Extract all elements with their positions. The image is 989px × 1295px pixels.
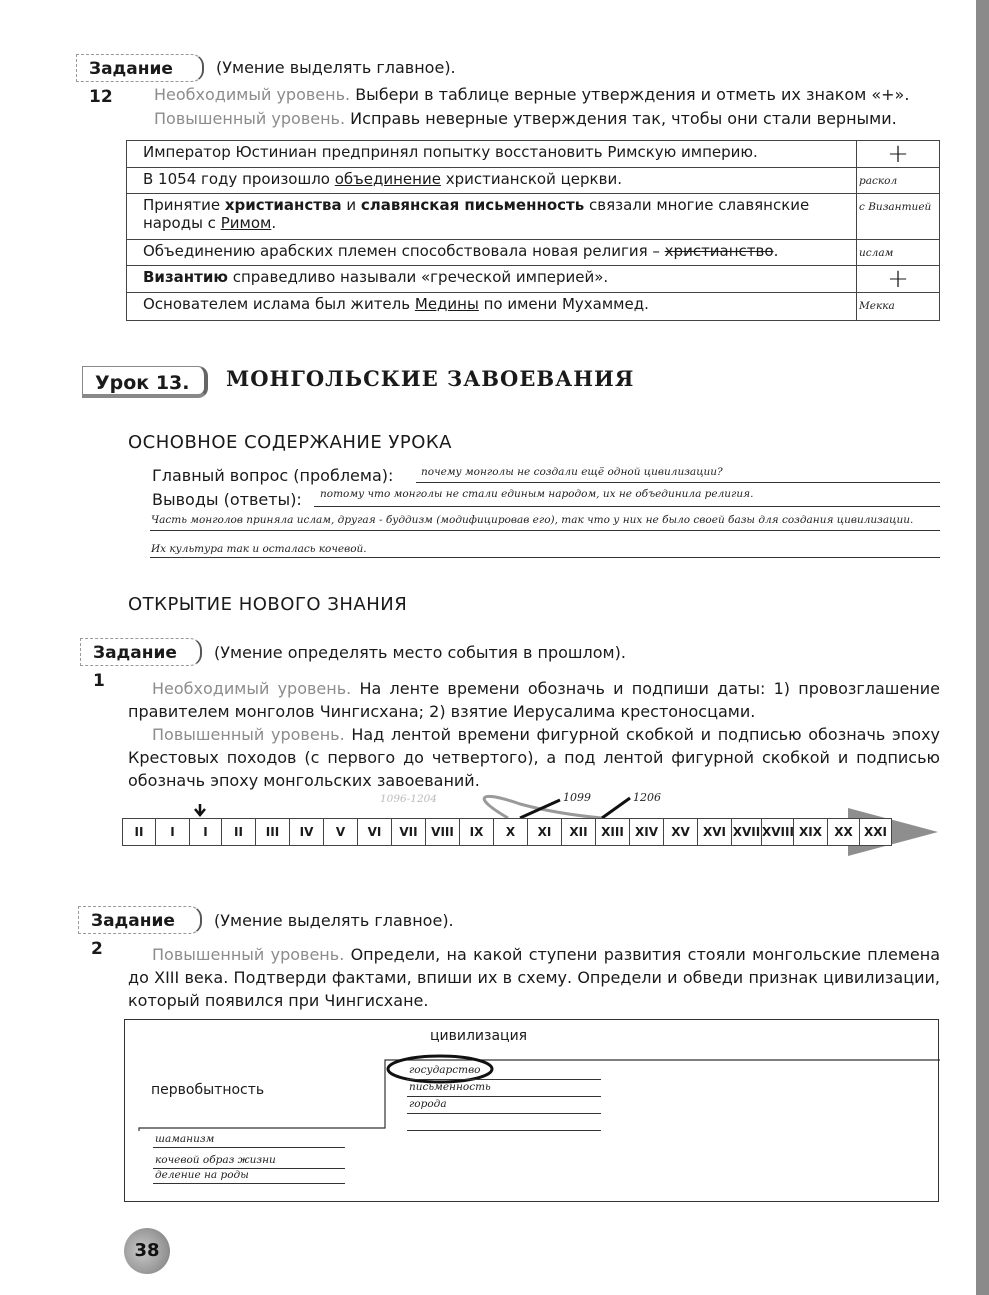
statement-fragment: христианской церкви.: [440, 170, 622, 188]
correction-text: Мекка: [859, 300, 895, 312]
task12-level1-text: Выбери в таблице верные утверждения и отметь их знаком «+».: [355, 85, 910, 104]
statement-text: [127, 168, 857, 194]
answer-cell[interactable]: [857, 194, 940, 240]
primitive-feature-line[interactable]: деление на роды: [153, 1169, 345, 1184]
civilization-feature-line[interactable]: [407, 1115, 601, 1131]
primitive-feature-line[interactable]: шаманизм: [153, 1133, 345, 1148]
statement-fragment: объединение: [334, 170, 441, 188]
plus-mark-icon: +: [887, 139, 909, 169]
main-question-answer[interactable]: почему монголы не создали ещё одной цивилизации?: [421, 466, 723, 478]
statements-table: [126, 140, 940, 321]
primitive-feature-line[interactable]: кочевой образ жизни: [153, 1154, 345, 1169]
answer-cell[interactable]: [857, 240, 940, 266]
statement-fragment: Принятие: [143, 196, 225, 214]
task12-level2-text: Исправь неверные утверждения так, чтобы они стали верными.: [350, 109, 897, 128]
civilization-label: цивилизация: [430, 1028, 528, 1044]
task12-skill: (Умение выделять главное).: [216, 58, 456, 77]
century-cell[interactable]: XIII: [596, 818, 630, 846]
task12-tag: Задание 12: [76, 54, 204, 82]
answer-cell[interactable]: [857, 293, 940, 321]
civilization-feature-line[interactable]: города: [407, 1098, 601, 1114]
century-cell[interactable]: V: [324, 818, 358, 846]
century-cell[interactable]: XVII: [732, 818, 762, 846]
statement-text: [127, 240, 857, 266]
statement-fragment: христианства: [224, 196, 342, 214]
century-cell[interactable]: IV: [290, 818, 324, 846]
statement-row: [127, 266, 940, 293]
century-cell[interactable]: III: [256, 818, 290, 846]
correction-text: ислам: [859, 247, 894, 259]
plus-mark-icon: +: [887, 264, 909, 294]
statement-fragment: Император Юстиниан предпринял попытку восстановить Римскую империю.: [143, 143, 758, 161]
task12-level2: [154, 107, 897, 130]
task2-tag: Задание 2: [78, 906, 202, 934]
task1-level2-text: Над лентой времени фигурной скобкой и подписью обозначь эпоху Крестовых походов (с первого до четвертого), а под лентой фигурной скобкой и подписью обозначь эпоху монгольских завоеваний.: [128, 725, 940, 790]
statement-row: [127, 194, 940, 240]
statement-fragment: славянская письменность: [360, 196, 585, 214]
statement-fragment: и: [341, 196, 361, 214]
lesson-tag: Урок 13.: [82, 366, 208, 398]
century-cell[interactable]: XV: [664, 818, 698, 846]
statement-fragment: Римом: [220, 214, 272, 232]
century-cell[interactable]: II: [222, 818, 256, 846]
task12-level1-label: Необходимый уровень.: [154, 85, 351, 104]
statement-fragment: справедливо называли «греческой империей».: [227, 268, 609, 286]
lesson-title: МОНГОЛЬСКИЕ ЗАВОЕВАНИЯ: [226, 366, 635, 391]
statement-text: [127, 194, 857, 240]
century-cell[interactable]: XXI: [860, 818, 892, 846]
statement-text: [127, 293, 857, 321]
task1-level1-label: Необходимый уровень.: [152, 679, 352, 698]
statement-fragment: по имени Мухаммед.: [478, 295, 649, 313]
main-content-heading: ОСНОВНОЕ СОДЕРЖАНИЕ УРОКА: [128, 432, 452, 453]
civilization-feature-line[interactable]: письменность: [407, 1081, 601, 1097]
task1-level2-label: Повышенный уровень.: [152, 725, 345, 744]
statement-row: [127, 141, 940, 168]
answer-cell[interactable]: [857, 266, 940, 293]
conclusions-answer-2[interactable]: Часть монголов приняла ислам, другая - буддизм (модифицировав его), так что у них не было своей базы для создания цивилизации.: [151, 514, 914, 526]
correction-text: с Византией: [859, 201, 932, 213]
century-cell[interactable]: XIV: [630, 818, 664, 846]
task12-level2-label: Повышенный уровень.: [154, 109, 346, 128]
crusades-dates-faint: 1096-1204: [380, 793, 437, 805]
task1-level1: [128, 677, 940, 723]
birth-of-christ-arrow-icon: [195, 804, 205, 815]
date-1099-label: 1099: [563, 791, 591, 804]
statement-text: [127, 141, 857, 168]
task1-level2: [128, 723, 940, 792]
answer-cell[interactable]: [857, 141, 940, 168]
conclusions-label: Выводы (ответы):: [152, 490, 302, 509]
page-number: 38: [124, 1228, 170, 1274]
statement-row: [127, 293, 940, 321]
task1-tag: Задание 1: [80, 638, 202, 666]
statement-row: [127, 168, 940, 194]
development-scheme: [124, 1019, 939, 1202]
century-cell[interactable]: I: [190, 818, 222, 846]
conclusions-line-1: [314, 506, 940, 507]
century-cell[interactable]: II: [122, 818, 156, 846]
task1-level1-text: На ленте времени обозначь и подпиши даты: 1) провозглашение правителем монголов Чингисхана; 2) взятие Иерусалима крестоносцами.: [128, 679, 940, 721]
statement-fragment: В 1054 году произошло: [143, 170, 335, 188]
statement-fragment: связали многие славянские народы с: [143, 196, 810, 232]
century-cell[interactable]: VIII: [426, 818, 460, 846]
century-cell[interactable]: XI: [528, 818, 562, 846]
statement-row: [127, 240, 940, 266]
century-cell[interactable]: XVI: [698, 818, 732, 846]
task2-level2: [128, 943, 940, 1012]
answer-cell[interactable]: [857, 168, 940, 194]
century-cell[interactable]: VII: [392, 818, 426, 846]
task2-level2-label: Повышенный уровень.: [152, 945, 345, 964]
century-cell[interactable]: XIX: [794, 818, 828, 846]
statement-fragment: Медины: [414, 295, 479, 313]
statement-fragment: .: [773, 242, 779, 260]
date-1206-pointer: [602, 798, 630, 818]
conclusions-line-2: [150, 530, 940, 531]
conclusions-answer-1[interactable]: потому что монголы не стали единым народом, их не объединила религия.: [320, 488, 754, 500]
main-question-line: [416, 482, 940, 483]
civilization-feature-line[interactable]: государство: [407, 1064, 601, 1080]
page-edge-shadow: [976, 0, 989, 1295]
conclusions-line-3: [150, 557, 940, 558]
date-1206-label: 1206: [633, 791, 661, 804]
task2-level2-text: Определи, на какой ступени развития стояли монгольские племена до XIII века. Подтверди фактами, впиши их в схему. Определи и обведи признак цивилизации, который появился при Чингисхане.: [128, 945, 940, 1010]
century-cell[interactable]: X: [494, 818, 528, 846]
statement-fragment: .: [271, 214, 277, 232]
task2-skill: (Умение выделять главное).: [214, 911, 454, 930]
century-cell[interactable]: IX: [460, 818, 494, 846]
new-knowledge-heading: ОТКРЫТИЕ НОВОГО ЗНАНИЯ: [128, 594, 408, 615]
century-cell[interactable]: VI: [358, 818, 392, 846]
timeline-ribbon: [122, 818, 892, 846]
statement-fragment: Объединению арабских племен способствовала новая религия –: [143, 242, 665, 260]
statement-fragment: Основателем ислама был житель: [143, 295, 415, 313]
conclusions-answer-3[interactable]: Их культура так и осталась кочевой.: [151, 543, 367, 555]
task12-level1: [154, 83, 909, 106]
century-cell[interactable]: I: [156, 818, 190, 846]
primitive-label: первобытность: [151, 1082, 265, 1098]
century-cell[interactable]: XII: [562, 818, 596, 846]
century-cell[interactable]: XVIII: [762, 818, 794, 846]
date-1099-pointer: [520, 800, 560, 818]
main-question-label: Главный вопрос (проблема):: [152, 466, 394, 485]
statement-fragment: Византию: [143, 268, 228, 286]
task1-skill: (Умение определять место события в прошлом).: [214, 643, 626, 662]
statement-text: [127, 266, 857, 293]
century-cell[interactable]: XX: [828, 818, 860, 846]
statement-fragment: христианство: [664, 242, 774, 260]
correction-text: раскол: [859, 175, 898, 187]
